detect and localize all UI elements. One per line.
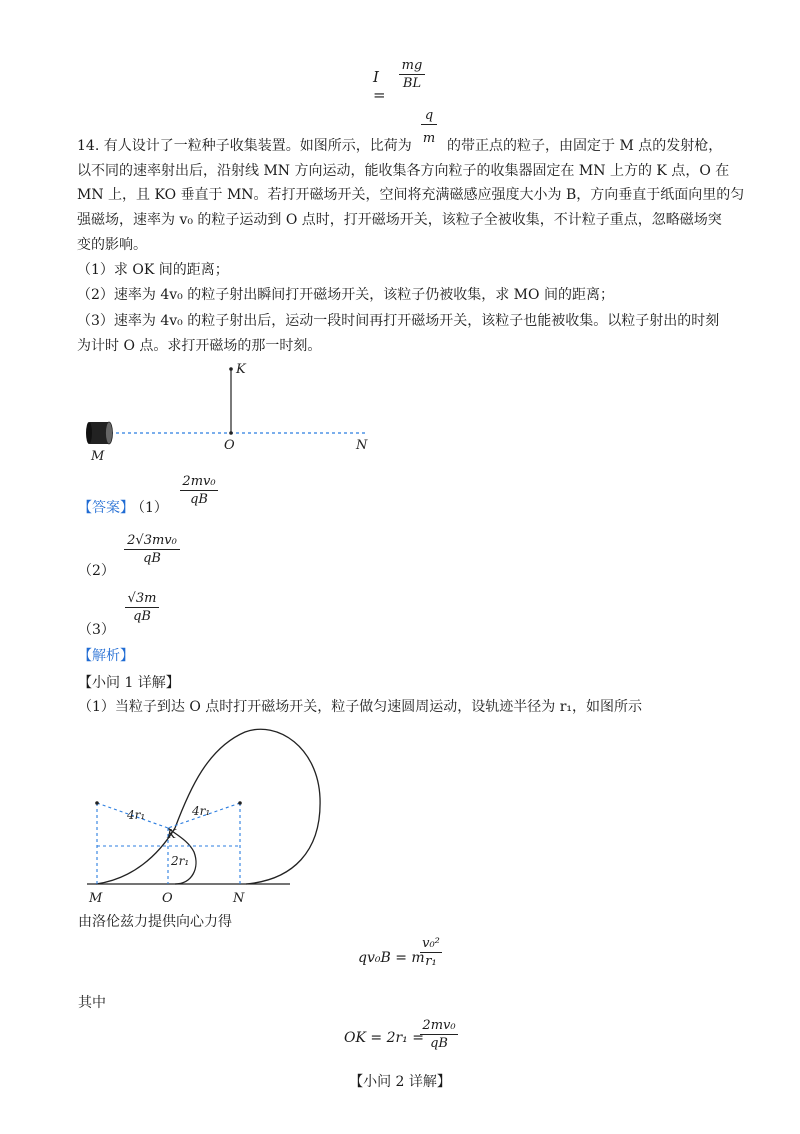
point-k: [229, 367, 233, 371]
answer-2-idx: （2）: [78, 563, 115, 579]
answer-3-num: √3m: [125, 591, 159, 608]
label-o2: O: [162, 891, 173, 906]
question-line-3: MN 上，且 KO 垂直于 MN。若打开磁场开关，空间将充满磁感应强度大小为 B，方向垂直于纸面向里的匀: [77, 187, 745, 203]
ok-fraction: [420, 1018, 458, 1051]
left-center-point: [95, 801, 99, 805]
label-n2: N: [233, 891, 245, 906]
point-o: [229, 431, 233, 435]
question-line-1b: 的带正点的粒子，由固定于 M 点的发射枪，: [447, 138, 723, 154]
lorentz-lhs: qv₀B = m: [358, 950, 425, 966]
analysis-title: 【解析】: [78, 648, 134, 664]
answer-1-idx: （1）: [131, 500, 168, 516]
launcher-gun: [86, 422, 113, 444]
top-formula-num: mg: [399, 58, 425, 75]
lorentz-formula: [358, 936, 448, 982]
answer-2-fraction: [124, 533, 180, 566]
label-o: O: [224, 438, 235, 453]
lorentz-den: r₁: [425, 954, 437, 969]
ok-formula: [344, 1018, 464, 1062]
where-text: 其中: [78, 995, 106, 1011]
answer-2-den: qB: [143, 551, 161, 566]
lorentz-num: v₀²: [420, 936, 442, 953]
ratio-den: m: [422, 131, 436, 146]
top-formula-lhs: I =: [373, 68, 386, 104]
question-part-3: （3）速率为 4v₀ 的粒子射出后，运动一段时间再打开磁场开关，该粒子也能被收集。以粒子射出的时刻: [77, 313, 720, 329]
answer-3-idx: （3）: [78, 622, 115, 638]
label-2r1: 2r₁: [171, 854, 190, 868]
figure-trajectory: [80, 728, 330, 908]
label-n: N: [356, 438, 368, 453]
question-line-4: 强磁场，速率为 v₀ 的粒子运动到 O 点时，打开磁场开关，该粒子全被收集，不计粒子重点，忽略磁场突: [77, 212, 722, 228]
sub1-text: （1）当粒子到达 O 点时打开磁场开关，粒子做匀速圆周运动，设轨迹半径为 r₁，如图所示: [78, 699, 643, 715]
lorentz-fraction: [420, 936, 442, 969]
label-k: K: [236, 362, 246, 377]
lorentz-text: 由洛伦兹力提供向心力得: [78, 914, 232, 930]
right-center-point: [238, 801, 242, 805]
question-line-5: 变的影响。: [77, 237, 147, 253]
ok-num: 2mv₀: [420, 1018, 458, 1035]
ratio-num: q: [421, 108, 437, 125]
answer-3-fraction: [125, 591, 159, 624]
answer-1-fraction: [180, 474, 218, 507]
question-part-3b: 为计时 O 点。求打开磁场的那一时刻。: [77, 338, 322, 354]
ok-den: qB: [430, 1036, 448, 1051]
answer-title: 【答案】: [78, 500, 134, 516]
answer-2-num: 2√3mv₀: [124, 533, 180, 550]
question-line-2: 以不同的速率射出后，沿射线 MN 方向运动，能收集各方向粒子的收集器固定在 MN 上方的 K 点，O 在: [77, 163, 730, 179]
answer-3-den: qB: [133, 609, 151, 624]
label-4r1-right: 4r₁: [192, 804, 211, 818]
answer-1-den: qB: [190, 492, 208, 507]
construction-lines: [97, 803, 240, 884]
question-part-2: （2）速率为 4v₀ 的粒子射出瞬间打开磁场开关，该粒子仍被收集，求 MO 间的距离；: [77, 287, 614, 303]
question-line-1: 14. 有人设计了一粒种子收集装置。如图所示，比荷为: [77, 138, 412, 154]
label-m2: M: [89, 891, 103, 906]
question-part-1: （1）求 OK 间的距离；: [77, 262, 229, 278]
sub1-title: 【小问 1 详解】: [78, 675, 180, 691]
figure-setup: [80, 360, 380, 465]
top-formula-fraction: [399, 58, 425, 91]
top-formula-den: BL: [402, 76, 422, 91]
label-4r1-left: 4r₁: [127, 808, 146, 822]
sub2-title: 【小问 2 详解】: [349, 1074, 451, 1090]
answer-1-num: 2mv₀: [180, 474, 218, 491]
charge-mass-ratio: [421, 108, 437, 146]
label-m: M: [91, 449, 105, 464]
ok-lhs: OK = 2r₁ =: [344, 1030, 424, 1046]
label-k2: K: [167, 827, 176, 841]
